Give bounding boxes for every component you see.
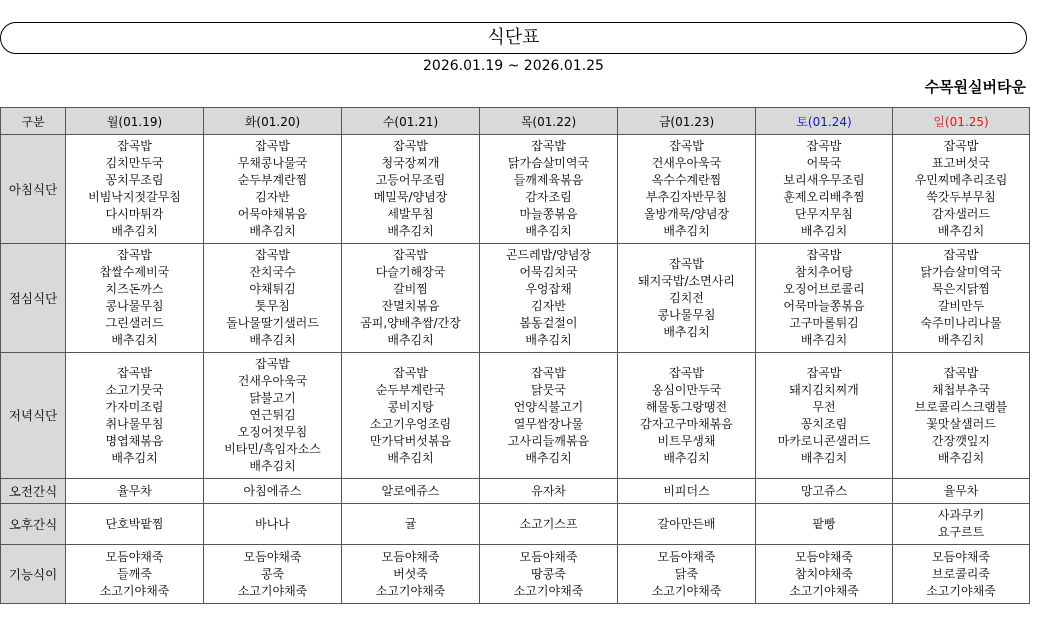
- menu-cell-sat: [756, 545, 893, 604]
- menu-cell-tue: [204, 479, 342, 504]
- menu-item: 잡곡밥: [531, 365, 566, 380]
- menu-item: 모듬야채죽: [932, 549, 990, 564]
- menu-item: 연근튀김: [249, 408, 296, 422]
- menu-item: 모듬야채죽: [519, 549, 578, 564]
- menu-cell-sun: [893, 353, 1030, 479]
- menu-item: 배추김치: [525, 450, 572, 465]
- menu-item: 꽁치조림: [800, 416, 848, 431]
- menu-item: 잡곡밥: [943, 248, 979, 262]
- menu-item: 모듬야채죽: [381, 549, 440, 564]
- menu-item: 참치추어탕: [795, 265, 853, 279]
- menu-item: 감자고구마채볶음: [640, 416, 733, 431]
- menu-item: 팥빵: [812, 516, 836, 531]
- menu-item: 배추김치: [663, 224, 710, 238]
- menu-item: 열무쌈장나물: [513, 416, 584, 431]
- menu-item: 들깨제육볶음: [513, 173, 584, 187]
- menu-item: 배추김치: [249, 224, 296, 238]
- menu-item: 김자반: [255, 190, 290, 204]
- menu-item: 배추김치: [111, 224, 158, 238]
- menu-item: 닭불고기: [249, 391, 296, 405]
- menu-cell-sat: [756, 135, 893, 244]
- menu-item: 고구마롤튀김: [789, 316, 859, 330]
- menu-item: 숙주미나리나물: [920, 316, 1002, 330]
- menu-item: 비타민/흑임자소스: [224, 442, 321, 456]
- menu-item: 배추김치: [387, 450, 434, 465]
- menu-item: 고사리들깨볶음: [507, 433, 590, 448]
- header-day-sat: 토(01.24): [756, 108, 893, 135]
- menu-item: 김치만두국: [105, 156, 164, 170]
- menu-item: 잔치국수: [249, 265, 296, 279]
- menu-item: 잡곡밥: [669, 256, 704, 271]
- menu-item: 우엉잡채: [525, 282, 572, 296]
- menu-cell-thu: [480, 545, 618, 604]
- menu-item: 우민찌메추리조림: [914, 173, 1008, 187]
- menu-cell-fri: [618, 353, 756, 479]
- menu-item: 아침에쥬스: [243, 483, 302, 498]
- menu-item: 잡곡밥: [117, 139, 152, 153]
- header-day-tue: 화(01.20): [204, 108, 342, 135]
- menu-item: 배추김치: [800, 450, 848, 465]
- menu-item: 소고기야채죽: [237, 583, 308, 598]
- menu-cell-fri: [618, 135, 756, 244]
- menu-cell-tue: [204, 545, 342, 604]
- meal-row: [1, 135, 1030, 244]
- menu-item: 옥수수계란찜: [651, 173, 722, 187]
- meal-label: 기능식이: [1, 545, 66, 604]
- menu-item: 잡곡밥: [806, 139, 842, 153]
- menu-item: 배추김치: [937, 224, 985, 238]
- menu-item: 잡곡밥: [669, 365, 704, 380]
- menu-item: 보리새우무조림: [783, 173, 865, 187]
- menu-item: 꽁치무조림: [105, 173, 164, 187]
- menu-cell-sun: [893, 504, 1030, 545]
- menu-item: 만가닥버섯볶음: [369, 433, 452, 448]
- menu-cell-sat: [756, 504, 893, 545]
- header-day-thu: 목(01.22): [480, 108, 618, 135]
- menu-item: 모듬야채죽: [105, 549, 164, 564]
- menu-item: 배추김치: [663, 450, 710, 465]
- meal-row: [1, 353, 1030, 479]
- meal-row: [1, 244, 1030, 353]
- menu-item: 마늘쫑볶음: [519, 207, 578, 221]
- menu-cell-wed: [342, 479, 480, 504]
- menu-item: 부추김자반무침: [645, 190, 728, 204]
- menu-item: 배추김치: [525, 224, 572, 238]
- menu-item: 오징어젓무침: [237, 425, 308, 439]
- menu-item: 갈아만든배: [657, 516, 716, 531]
- menu-cell-sun: [893, 135, 1030, 244]
- menu-item: 순두부계란국: [375, 382, 446, 397]
- menu-item: 배추김치: [800, 333, 848, 347]
- menu-item: 바나나: [255, 516, 290, 531]
- menu-item: 닭가슴살미역국: [507, 156, 590, 170]
- menu-item: 모듬야채죽: [795, 549, 853, 564]
- menu-item: 콩비지탕: [387, 399, 434, 414]
- menu-item: 비빔낙지젓갈무침: [88, 190, 181, 204]
- meal-label: 점심식단: [1, 244, 66, 353]
- menu-item: 단무지무침: [795, 207, 853, 221]
- menu-item: 소고기우엉조림: [369, 416, 452, 431]
- menu-cell-tue: [204, 353, 342, 479]
- menu-item: 언양식불고기: [513, 399, 584, 414]
- menu-item: 해물동그랑땡전: [645, 399, 728, 414]
- menu-item: 어묵마늘쫑볶음: [783, 299, 865, 313]
- menu-item: 순두부계란찜: [237, 173, 308, 187]
- menu-item: 묵은지닭찜: [932, 282, 990, 296]
- menu-item: 치즈돈까스: [105, 282, 164, 296]
- menu-cell-wed: [342, 244, 480, 353]
- menu-cell-thu: [480, 479, 618, 504]
- menu-item: 소고기스프: [519, 516, 578, 531]
- menu-item: 배추김치: [111, 450, 158, 465]
- menu-item: 유자차: [531, 483, 566, 498]
- menu-item: 율무차: [943, 483, 979, 498]
- menu-item: 소고기야채죽: [651, 583, 722, 598]
- menu-cell-tue: [204, 244, 342, 353]
- menu-cell-sat: [756, 353, 893, 479]
- menu-item: 소고기야채죽: [789, 583, 859, 598]
- menu-item: 어묵김치국: [519, 265, 578, 279]
- menu-item: 잡곡밥: [117, 365, 152, 380]
- menu-cell-mon: [66, 244, 204, 353]
- menu-cell-tue: [204, 504, 342, 545]
- menu-item: 모듬야채죽: [243, 549, 302, 564]
- menu-item: 잡곡밥: [806, 365, 842, 380]
- menu-item: 표고버섯국: [932, 156, 990, 170]
- menu-cell-fri: [618, 545, 756, 604]
- menu-cell-fri: [618, 479, 756, 504]
- menu-cell-mon: [66, 135, 204, 244]
- menu-item: 닭뭇국: [531, 382, 566, 397]
- menu-item: 단호박팥찜: [105, 516, 164, 531]
- menu-item: 훈제오리배추찜: [783, 190, 865, 204]
- menu-item: 요구르트: [937, 525, 985, 539]
- menu-item: 곰피,양배추쌈/간장: [360, 316, 461, 330]
- date-range: 2026.01.19 ~ 2026.01.25: [423, 58, 604, 74]
- menu-item: 땅콩죽: [531, 566, 566, 581]
- menu-item: 배추김치: [525, 333, 572, 347]
- menu-item: 비피더스: [663, 483, 710, 498]
- menu-cell-mon: [66, 545, 204, 604]
- meal-row: [1, 479, 1030, 504]
- menu-item: 감자샐러드: [932, 207, 990, 221]
- menu-item: 잡곡밥: [393, 365, 428, 380]
- menu-item: 콩나물무침: [657, 307, 716, 322]
- page-title: 식단표: [0, 22, 1027, 54]
- menu-item: 다슬기해장국: [375, 265, 446, 279]
- menu-item: 잡곡밥: [255, 248, 290, 262]
- menu-item: 톳무침: [255, 299, 290, 313]
- menu-item: 봄동겉절이: [519, 316, 578, 330]
- menu-cell-mon: [66, 353, 204, 479]
- meal-row: [1, 545, 1030, 604]
- menu-item: 참치야채죽: [795, 566, 853, 581]
- meal-label: 저녁식단: [1, 353, 66, 479]
- menu-item: 찹쌀수제비국: [99, 265, 170, 279]
- menu-item: 올방개묵/양념장: [643, 207, 730, 221]
- menu-item: 잡곡밥: [117, 248, 152, 262]
- menu-cell-mon: [66, 479, 204, 504]
- menu-item: 배추김치: [249, 333, 296, 347]
- meal-label: 아침식단: [1, 135, 66, 244]
- header-row: [1, 108, 1030, 135]
- menu-item: 어묵국: [806, 156, 842, 170]
- meal-label: 오후간식: [1, 504, 66, 545]
- menu-item: 콩죽: [260, 566, 285, 581]
- menu-cell-mon: [66, 504, 204, 545]
- menu-item: 청국장찌개: [381, 156, 440, 170]
- menu-item: 잡곡밥: [531, 139, 566, 153]
- menu-item: 소고기야채죽: [375, 583, 446, 598]
- header-day-wed: 수(01.21): [342, 108, 480, 135]
- menu-item: 채첩부추국: [932, 382, 990, 397]
- menu-item: 건새우아욱국: [237, 374, 308, 388]
- menu-item: 무채콩나물국: [237, 156, 308, 170]
- menu-item: 잔멸치볶음: [381, 299, 440, 313]
- header-category-label: 구분: [1, 108, 66, 135]
- menu-item: 갈비찜: [393, 282, 428, 296]
- organization-name: 수목원실버타운: [924, 78, 1026, 96]
- menu-cell-fri: [618, 504, 756, 545]
- menu-item: 망고쥬스: [800, 483, 848, 498]
- menu-item: 배추김치: [249, 459, 296, 473]
- menu-item: 잡곡밥: [669, 139, 704, 153]
- menu-item: 잡곡밥: [943, 139, 979, 153]
- menu-item: 배추김치: [937, 450, 985, 465]
- menu-item: 김자반: [531, 299, 566, 313]
- menu-item: 닭죽: [674, 566, 699, 581]
- menu-cell-wed: [342, 353, 480, 479]
- menu-item: 간장깻잎지: [932, 433, 990, 448]
- menu-cell-wed: [342, 135, 480, 244]
- menu-item: 건새우아욱국: [651, 156, 722, 170]
- menu-item: 소고기뭇국: [105, 382, 164, 397]
- menu-table: [0, 107, 1030, 604]
- menu-cell-sun: [893, 479, 1030, 504]
- menu-item: 잡곡밥: [255, 357, 290, 371]
- menu-cell-thu: [480, 135, 618, 244]
- menu-item: 잡곡밥: [393, 248, 428, 262]
- menu-item: 잡곡밥: [393, 139, 428, 153]
- menu-cell-sat: [756, 479, 893, 504]
- menu-item: 쑥갓두부무침: [926, 190, 996, 204]
- menu-item: 모듬야채죽: [657, 549, 716, 564]
- menu-item: 소고기야채죽: [99, 583, 170, 598]
- menu-cell-wed: [342, 504, 480, 545]
- meal-label: 오전간식: [1, 479, 66, 504]
- menu-item: 브로콜리스크램블: [914, 399, 1008, 414]
- menu-cell-tue: [204, 135, 342, 244]
- menu-cell-fri: [618, 244, 756, 353]
- menu-cell-thu: [480, 504, 618, 545]
- menu-item: 오징어브로콜리: [783, 282, 865, 296]
- menu-cell-wed: [342, 545, 480, 604]
- header-day-fri: 금(01.23): [618, 108, 756, 135]
- menu-item: 잡곡밥: [806, 248, 842, 262]
- menu-item: 야채튀김: [249, 282, 296, 296]
- menu-item: 김치전: [669, 290, 704, 305]
- menu-item: 돼지김치찌개: [789, 382, 859, 397]
- menu-item: 배추김치: [663, 324, 710, 339]
- menu-item: 버섯죽: [393, 566, 428, 581]
- menu-item: 잡곡밥: [943, 365, 979, 380]
- menu-item: 콩나물무침: [105, 299, 164, 313]
- header-day-mon: 월(01.19): [66, 108, 204, 135]
- menu-item: 그린샐러드: [105, 316, 164, 330]
- menu-item: 취나물무침: [105, 416, 164, 431]
- menu-item: 명엽채볶음: [105, 433, 164, 448]
- menu-item: 세발무침: [387, 207, 434, 221]
- menu-item: 꽃맛살샐러드: [926, 416, 996, 431]
- header-day-sun: 일(01.25): [893, 108, 1030, 135]
- menu-item: 고등어무조림: [375, 173, 446, 187]
- menu-cell-sun: [893, 545, 1030, 604]
- menu-item: 소고기야채죽: [513, 583, 584, 598]
- menu-cell-sun: [893, 244, 1030, 353]
- menu-item: 어묵야채볶음: [237, 207, 308, 221]
- menu-item: 귤: [404, 516, 417, 531]
- menu-item: 옹심이만두국: [651, 382, 722, 397]
- meal-row: [1, 504, 1030, 545]
- menu-item: 다시마튀각: [105, 207, 164, 221]
- menu-item: 배추김치: [111, 333, 158, 347]
- menu-item: 비트무생채: [657, 433, 716, 448]
- menu-item: 잡곡밥: [255, 139, 290, 153]
- menu-cell-thu: [480, 353, 618, 479]
- menu-item: 소고기야채죽: [926, 583, 996, 598]
- menu-item: 사과쿠키: [937, 508, 985, 522]
- menu-item: 배추김치: [387, 224, 434, 238]
- menu-item: 닭가슴살미역국: [920, 265, 1002, 279]
- menu-cell-sat: [756, 244, 893, 353]
- menu-item: 알로에쥬스: [381, 483, 440, 498]
- menu-item: 감자조림: [525, 190, 572, 204]
- menu-cell-thu: [480, 244, 618, 353]
- menu-item: 배추김치: [800, 224, 848, 238]
- menu-item: 곤드레밥/양념장: [505, 248, 592, 262]
- menu-item: 배추김치: [387, 333, 434, 347]
- menu-item: 돌나물딸기샐러드: [226, 316, 319, 330]
- menu-item: 들깨죽: [117, 566, 152, 581]
- menu-item: 배추김치: [937, 333, 985, 347]
- menu-item: 갈비만두: [937, 299, 985, 313]
- menu-item: 가자미조림: [105, 399, 164, 414]
- menu-item: 메밀묵/양념장: [373, 190, 448, 204]
- menu-item: 무전: [812, 399, 836, 414]
- menu-item: 돼지국밥/소면사리: [638, 273, 735, 288]
- menu-item: 마카로니콘샐러드: [777, 433, 871, 448]
- menu-item: 브로콜리죽: [932, 566, 990, 581]
- menu-item: 율무차: [117, 483, 152, 498]
